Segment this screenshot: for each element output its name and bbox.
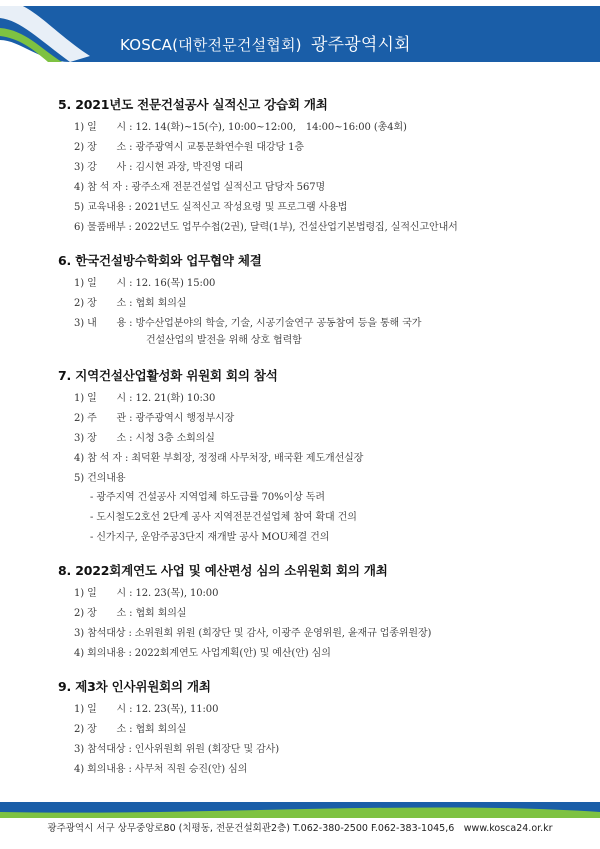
footer-address: 광주광역시 서구 상무중앙로80 (치평동, 전문건설회관2층) T.062-380-2500 F.062-383-1045,6 www.kosca24.or.kr [47, 823, 553, 834]
list-item: 1) 일 시 : 12. 23(목), 10:00 [74, 588, 219, 599]
list-item: 6) 물품배부 : 2022년도 업무수첩(2권), 달력(1부), 건설산업기본법령집, 실적신고안내서 [74, 222, 458, 233]
section-title: 5. 2021년도 전문건설공사 실적신고 강습회 개최 [58, 97, 328, 112]
list-item: 3) 장 소 : 시청 3층 소회의실 [74, 433, 215, 444]
list-item: 5) 교육내용 : 2021년도 실적신고 작성요령 및 프로그램 사용법 [74, 202, 348, 213]
section-title: 7. 지역건설산업활성화 위원회 회의 참석 [58, 368, 278, 383]
list-item: 4) 참 석 자 : 광주소재 전문건설업 실적신고 담당자 567명 [74, 182, 326, 193]
sub-item: - 신가지구, 운암주공3단지 재개발 공사 MOU체결 건의 [90, 532, 330, 543]
sub-item: - 도시철도2호선 2단계 공사 지역전문건설업체 참여 확대 건의 [90, 512, 357, 523]
list-item: 1) 일 시 : 12. 16(목) 15:00 [74, 278, 216, 289]
list-item: 2) 장 소 : 광주광역시 교통문화연수원 대강당 1층 [74, 142, 304, 153]
list-item-continuation: 건설산업의 발전을 위해 상호 협력함 [146, 335, 302, 346]
list-item: 3) 내 용 : 방수산업분야의 학술, 기술, 시공기술연구 공동참여 등을 통해 국가 [74, 318, 422, 329]
list-item: 3) 참석대상 : 소위원회 위원 (회장단 및 감사, 이광주 운영위원, 윤재규 업종위원장) [74, 628, 432, 639]
list-item: 4) 회의내용 : 2022회계연도 사업계획(안) 및 예산(안) 심의 [74, 648, 331, 659]
footer-band-graphic [0, 798, 600, 820]
list-item: 3) 참석대상 : 인사위원회 위원 (회장단 및 감사) [74, 744, 280, 755]
header-title [120, 30, 590, 55]
list-item: 2) 장 소 : 협회 회의실 [74, 724, 187, 735]
section-title: 8. 2022회계연도 사업 및 예산편성 심의 소위원회 회의 개최 [58, 563, 388, 578]
list-item: 2) 장 소 : 협회 회의실 [74, 608, 187, 619]
list-item: 3) 강 사 : 김시현 과장, 박진영 대리 [74, 162, 244, 173]
list-item: 2) 주 관 : 광주광역시 행정부시장 [74, 413, 235, 424]
list-item: 1) 일 시 : 12. 23(목), 11:00 [74, 704, 219, 715]
header-banner [0, 0, 600, 62]
list-item: 1) 일 시 : 12. 21(화) 10:30 [74, 393, 216, 404]
header-org: KOSCA(대한전문건설협회) [120, 36, 302, 54]
list-item: 5) 건의내용 [74, 473, 126, 484]
sub-item: - 광주지역 건설공사 지역업체 하도급률 70%이상 독려 [90, 492, 325, 503]
section-title: 9. 제3차 인사위원회의 개최 [58, 679, 211, 694]
list-item: 4) 참 석 자 : 최덕환 부회장, 정정래 사무처장, 배국환 제도개선실장 [74, 453, 364, 464]
section-title: 6. 한국건설방수학회와 업무협약 체결 [58, 253, 262, 268]
list-item: 4) 회의내용 : 사무처 직원 승진(안) 심의 [74, 764, 248, 775]
list-item: 1) 일 시 : 12. 14(화)~15(수), 10:00~12:00, 14:00~16:00 (총4회) [74, 122, 407, 133]
header-branch: 광주광역시회 [311, 35, 411, 55]
list-item: 2) 장 소 : 협회 회의실 [74, 298, 187, 309]
